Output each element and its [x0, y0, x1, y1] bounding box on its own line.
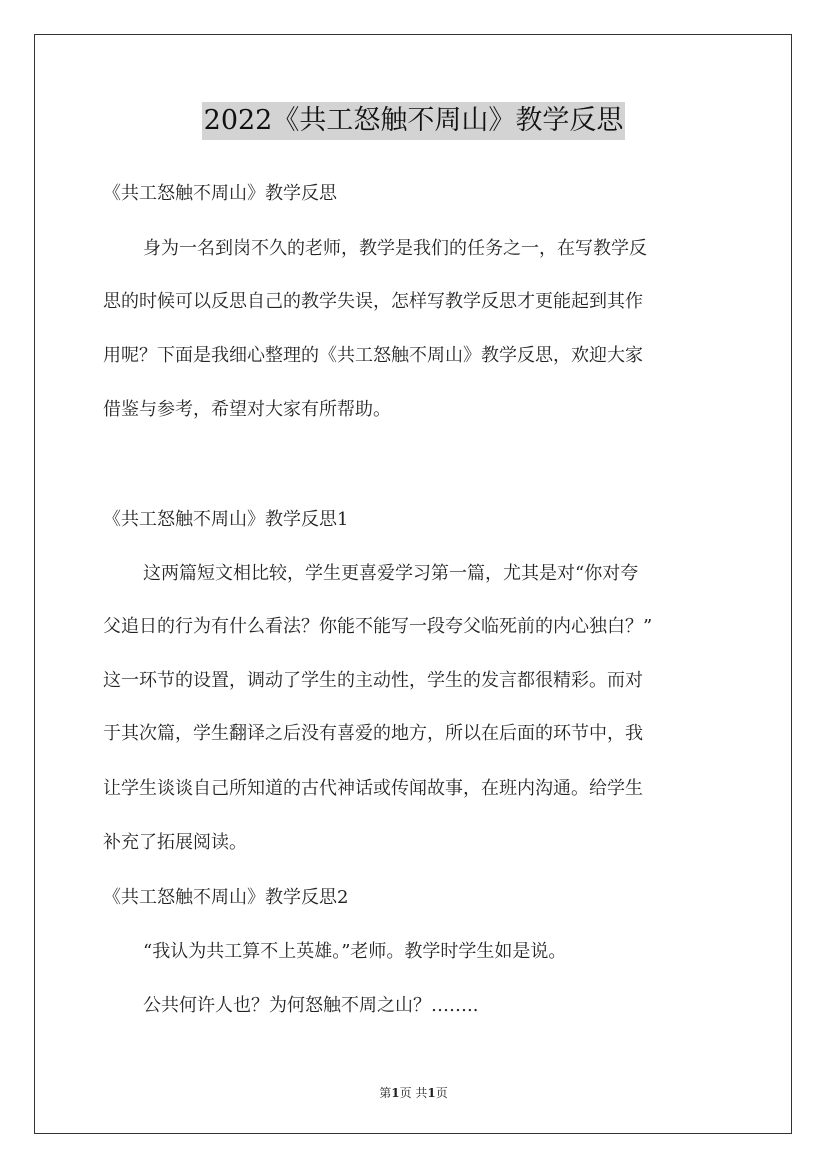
document-title: 2022《共工怒触不周山》教学反思: [202, 102, 626, 140]
page-footer: [0, 1084, 827, 1101]
footer-suffix: 页: [435, 1086, 448, 1100]
page-number: 1: [391, 1086, 400, 1100]
section1-line: 于其次篇，学生翻译之后没有喜爱的地方，所以在后面的环节中，我: [103, 723, 643, 744]
intro-line: 借鉴与参考，希望对大家有所帮助。: [103, 399, 391, 420]
footer-mid: 页 共: [399, 1086, 428, 1100]
page-total: 1: [427, 1086, 436, 1100]
intro-line: 思的时候可以反思自己的教学失误，怎样写教学反思才更能起到其作: [103, 291, 643, 312]
section1-line: 父追日的行为有什么看法？你能不能写一段夸父临死前的内心独白？”: [103, 616, 653, 637]
section1-line: 这一环节的设置，调动了学生的主动性，学生的发言都很精彩。而对: [103, 670, 643, 691]
section2-line: 公共何许人也？为何怒触不周之山？……..: [143, 995, 479, 1016]
intro-line: 身为一名到岗不久的老师，教学是我们的任务之一，在写教学反: [143, 238, 647, 259]
section2-line: “我认为共工算不上英雄。”老师。教学时学生如是说。: [143, 941, 567, 962]
section1-line: 让学生谈谈自己所知道的古代神话或传闻故事，在班内沟通。给学生: [103, 778, 643, 799]
footer-prefix: 第: [379, 1086, 392, 1100]
intro-line: 用呢？下面是我细心整理的《共工怒触不周山》教学反思，欢迎大家: [103, 345, 643, 366]
subtitle: 《共工怒触不周山》教学反思: [103, 183, 337, 204]
title-container: [0, 102, 827, 140]
section1-line: 这两篇短文相比较，学生更喜爱学习第一篇，尤其是对“你对夸: [143, 563, 639, 584]
section1-heading: 《共工怒触不周山》教学反思1: [103, 509, 349, 530]
section2-heading: 《共工怒触不周山》教学反思2: [103, 887, 349, 908]
section1-line: 补充了拓展阅读。: [103, 832, 247, 853]
